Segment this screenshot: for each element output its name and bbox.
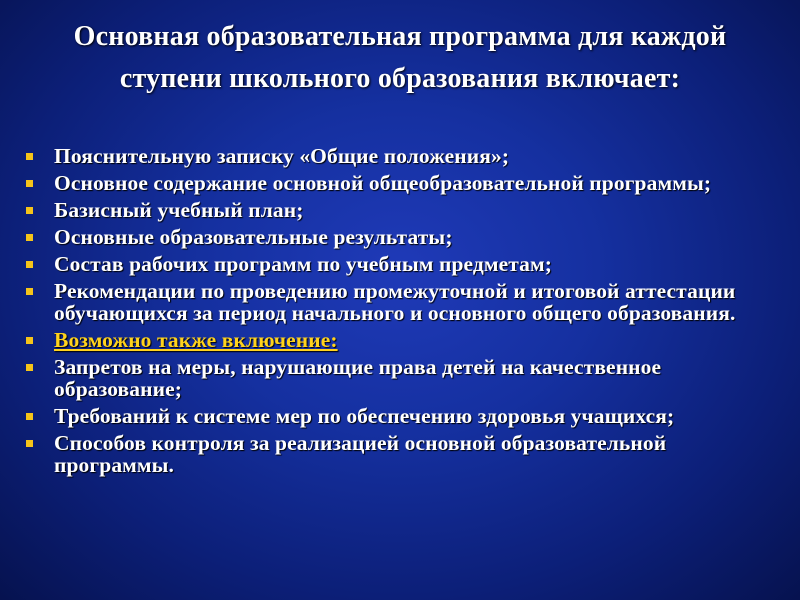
list-item xyxy=(24,356,784,400)
list-item-text: Основное содержание основной общеобразовательной программы; xyxy=(54,171,712,195)
list-item-text: Базисный учебный план; xyxy=(54,198,304,222)
square-bullet-icon xyxy=(26,234,33,241)
square-bullet-icon xyxy=(26,337,33,344)
list-item-text: Запретов на меры, нарушающие права детей на качественное образование; xyxy=(54,355,662,401)
list-item-text: Рекомендации по проведению промежуточной и итоговой аттестации обучающихся за период начального и основного общего образования. xyxy=(54,279,736,325)
list-item-text: Способов контроля за реализацией основной образовательной программы. xyxy=(54,431,667,477)
square-bullet-icon xyxy=(26,261,33,268)
square-bullet-icon xyxy=(26,288,33,295)
square-bullet-icon xyxy=(26,153,33,160)
list-item xyxy=(24,172,784,194)
list-item-text: Основные образовательные результаты; xyxy=(54,225,453,249)
square-bullet-icon xyxy=(26,413,33,420)
list-item xyxy=(24,226,784,248)
list-item-text: Пояснительную записку «Общие положения»; xyxy=(54,144,510,168)
square-bullet-icon xyxy=(26,207,33,214)
square-bullet-icon xyxy=(26,440,33,447)
square-bullet-icon xyxy=(26,180,33,187)
list-item-highlight xyxy=(24,329,784,351)
list-item xyxy=(24,432,784,476)
slide-title: Основная образовательная программа для каждой ступени школьного образования включает: xyxy=(73,21,727,94)
list-item xyxy=(24,145,784,167)
list-item-text: Требований к системе мер по обеспечению здоровья учащихся; xyxy=(54,404,675,428)
bullet-list xyxy=(24,145,784,481)
square-bullet-icon xyxy=(26,364,33,371)
list-item xyxy=(24,280,784,324)
list-item xyxy=(24,199,784,221)
list-item xyxy=(24,405,784,427)
list-item-subheading: Возможно также включение: xyxy=(54,328,338,352)
list-item xyxy=(24,253,784,275)
list-item-text: Состав рабочих программ по учебным предметам; xyxy=(54,252,553,276)
